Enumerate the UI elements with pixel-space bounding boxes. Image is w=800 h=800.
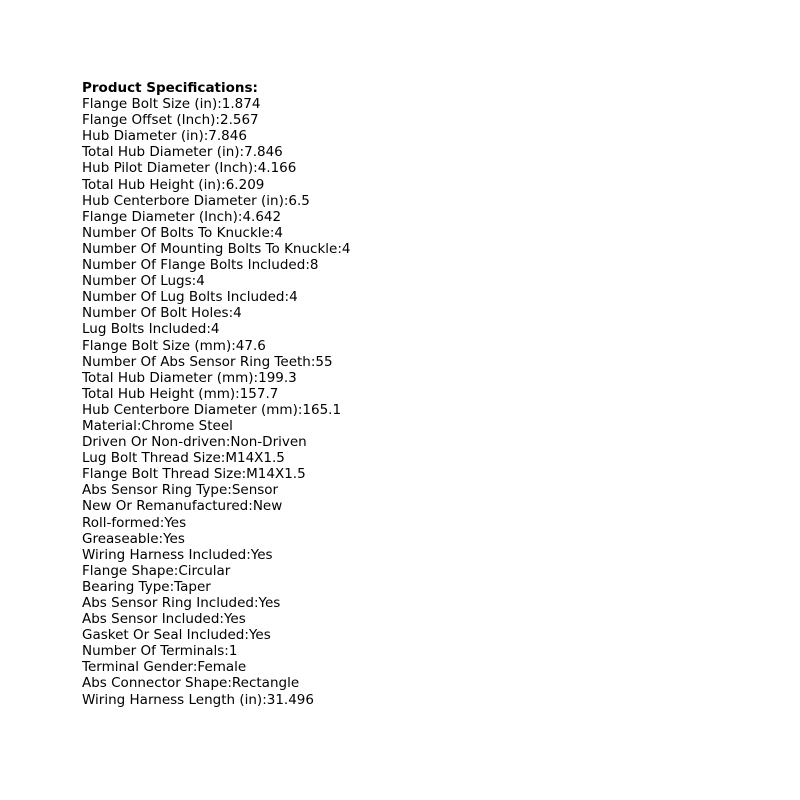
specification-separator: : bbox=[237, 208, 243, 225]
specification-label: Flange Offset (Inch) bbox=[82, 112, 216, 129]
specification-separator: : bbox=[244, 627, 249, 644]
specification-value: Yes bbox=[164, 514, 187, 531]
specification-row bbox=[82, 531, 742, 547]
specification-separator: : bbox=[253, 595, 259, 611]
specification-value: 8 bbox=[309, 257, 319, 274]
specification-label: Hub Centerbore Diameter (mm) bbox=[82, 401, 298, 418]
specification-row bbox=[82, 515, 742, 531]
specification-separator: : bbox=[239, 144, 245, 161]
specification-label: Wiring Harness Included bbox=[82, 546, 247, 563]
specification-value: Yes bbox=[258, 595, 281, 611]
specification-row bbox=[82, 257, 742, 273]
specification-label: Driven Or Non-driven bbox=[82, 434, 226, 451]
specification-row bbox=[82, 675, 742, 691]
specification-row bbox=[82, 611, 742, 627]
specification-row bbox=[82, 386, 742, 402]
product-specifications-section bbox=[82, 80, 742, 708]
specification-value: 47.6 bbox=[235, 337, 266, 354]
specification-value: 157.7 bbox=[239, 385, 279, 402]
specification-separator: : bbox=[158, 530, 164, 547]
specification-value: Chrome Steel bbox=[141, 417, 233, 434]
specification-label: Lug Bolts Included bbox=[82, 321, 207, 338]
specification-value: 199.3 bbox=[258, 369, 297, 386]
specification-separator: : bbox=[227, 482, 232, 499]
specification-value: 7.846 bbox=[208, 128, 247, 145]
specification-label: Bearing Type bbox=[82, 578, 170, 595]
specification-separator: : bbox=[269, 224, 275, 241]
specification-row bbox=[82, 579, 742, 595]
specification-label: Flange Bolt Thread Size bbox=[82, 466, 242, 483]
specification-value: 6.209 bbox=[225, 176, 265, 193]
specification-row bbox=[82, 128, 742, 144]
specification-row bbox=[82, 241, 742, 257]
specification-value: Rectangle bbox=[231, 675, 300, 692]
specification-row bbox=[82, 402, 742, 418]
specification-list bbox=[82, 96, 742, 708]
specification-separator: : bbox=[225, 434, 231, 451]
specification-row bbox=[82, 289, 742, 305]
specification-row bbox=[82, 563, 742, 579]
specification-label: Number Of Bolt Holes bbox=[82, 305, 229, 322]
specification-value: Non-Driven bbox=[230, 434, 307, 451]
specification-separator: : bbox=[235, 385, 240, 402]
specification-row bbox=[82, 177, 742, 193]
specification-row bbox=[82, 160, 742, 176]
specification-separator: : bbox=[297, 401, 303, 418]
specification-value: 1.874 bbox=[221, 96, 261, 113]
specification-label: Abs Sensor Ring Included bbox=[82, 595, 254, 611]
specification-value: 1 bbox=[228, 643, 238, 660]
specification-row bbox=[82, 692, 742, 708]
specification-value: 55 bbox=[315, 353, 333, 370]
specification-separator: : bbox=[220, 450, 226, 467]
specification-value: 4 bbox=[289, 289, 298, 306]
specification-value: 4.642 bbox=[242, 208, 282, 225]
specification-row bbox=[82, 659, 742, 675]
specification-separator: : bbox=[246, 546, 251, 563]
specification-value: 4 bbox=[210, 321, 220, 338]
specification-label: Flange Bolt Size (in) bbox=[82, 96, 218, 113]
specification-label: Number Of Lugs bbox=[82, 273, 192, 290]
specification-label: Number Of Bolts To Knuckle bbox=[82, 224, 270, 241]
specification-row bbox=[82, 498, 742, 514]
specification-row bbox=[82, 482, 742, 498]
specification-separator: : bbox=[241, 466, 247, 483]
specification-separator: : bbox=[262, 691, 267, 708]
specification-row bbox=[82, 370, 742, 386]
specification-separator: : bbox=[215, 112, 220, 129]
specification-label: Hub Diameter (in) bbox=[82, 128, 204, 145]
specification-value: Yes bbox=[250, 546, 273, 563]
specification-label: Flange Diameter (Inch) bbox=[82, 208, 238, 225]
specification-separator: : bbox=[253, 369, 259, 386]
specification-value: Yes bbox=[223, 611, 246, 628]
specification-separator: : bbox=[206, 321, 211, 338]
specification-value: Taper bbox=[174, 578, 211, 595]
specification-separator: : bbox=[228, 305, 234, 322]
specification-label: New Or Remanufactured bbox=[82, 498, 249, 515]
specification-separator: : bbox=[284, 289, 290, 306]
specification-label: Terminal Gender bbox=[82, 659, 193, 676]
specification-row bbox=[82, 209, 742, 225]
specification-value: M14X1.5 bbox=[225, 450, 285, 467]
specification-separator: : bbox=[337, 240, 342, 257]
specification-separator: : bbox=[283, 192, 289, 209]
specification-row bbox=[82, 193, 742, 209]
specification-separator: : bbox=[310, 353, 316, 370]
specification-value: 4 bbox=[274, 224, 284, 241]
specification-separator: : bbox=[159, 514, 165, 531]
specification-row bbox=[82, 547, 742, 563]
specification-row bbox=[82, 225, 742, 241]
specification-separator: : bbox=[217, 96, 222, 113]
specification-row bbox=[82, 96, 742, 112]
specification-value: Yes bbox=[248, 627, 271, 644]
specification-value: 2.567 bbox=[219, 112, 259, 129]
specification-row bbox=[82, 354, 742, 370]
specification-label: Abs Sensor Ring Type bbox=[82, 482, 228, 499]
specification-separator: : bbox=[173, 562, 179, 579]
specification-label: Gasket Or Seal Included bbox=[82, 627, 245, 644]
specification-value: Female bbox=[197, 659, 247, 676]
specification-row bbox=[82, 144, 742, 160]
specification-row bbox=[82, 418, 742, 434]
specification-value: 4 bbox=[196, 273, 205, 290]
specification-separator: : bbox=[248, 498, 253, 515]
specification-label: Abs Sensor Included bbox=[82, 611, 220, 628]
specification-label: Greaseable bbox=[82, 530, 159, 547]
specification-separator: : bbox=[219, 611, 224, 628]
specification-value: 4.166 bbox=[257, 160, 297, 177]
specification-row bbox=[82, 305, 742, 321]
specification-separator: : bbox=[224, 643, 229, 660]
specification-separator: : bbox=[227, 675, 232, 692]
specification-separator: : bbox=[221, 176, 226, 193]
specification-separator: : bbox=[136, 417, 142, 434]
specification-separator: : bbox=[305, 257, 310, 274]
specification-row bbox=[82, 466, 742, 482]
specification-label: Number Of Terminals bbox=[82, 643, 225, 660]
specification-label: Number Of Flange Bolts Included bbox=[82, 257, 306, 274]
specification-label: Wiring Harness Length (in) bbox=[82, 691, 263, 708]
specification-value: New bbox=[252, 498, 283, 515]
specification-label: Flange Shape bbox=[82, 562, 174, 579]
specification-separator: : bbox=[169, 578, 175, 595]
specification-row bbox=[82, 321, 742, 337]
specification-row bbox=[82, 338, 742, 354]
specification-value: Circular bbox=[178, 562, 231, 579]
specification-value: Yes bbox=[163, 530, 185, 547]
specification-value: Sensor bbox=[231, 482, 279, 499]
specification-value: 7.846 bbox=[244, 144, 283, 161]
specification-value: 6.5 bbox=[288, 192, 310, 209]
specification-label: Total Hub Height (mm) bbox=[82, 385, 236, 402]
specification-label: Number Of Mounting Bolts To Knuckle bbox=[82, 240, 338, 257]
specification-label: Number Of Abs Sensor Ring Teeth bbox=[82, 353, 311, 370]
specification-label: Total Hub Diameter (in) bbox=[82, 144, 240, 161]
specification-label: Lug Bolt Thread Size bbox=[82, 450, 221, 467]
specification-separator: : bbox=[231, 337, 236, 354]
specification-row bbox=[82, 434, 742, 450]
specification-row bbox=[82, 643, 742, 659]
specification-separator: : bbox=[192, 659, 198, 676]
specification-separator: : bbox=[253, 160, 258, 177]
specification-label: Flange Bolt Size (mm) bbox=[82, 337, 232, 354]
specification-label: Total Hub Diameter (mm) bbox=[82, 369, 254, 386]
specification-label: Number Of Lug Bolts Included bbox=[82, 289, 285, 306]
specification-label: Abs Connector Shape bbox=[82, 675, 228, 692]
specification-row bbox=[82, 450, 742, 466]
specification-row bbox=[82, 627, 742, 643]
specification-row bbox=[82, 595, 742, 611]
specification-value: 165.1 bbox=[302, 401, 342, 418]
page-title: Product Specifications: bbox=[82, 80, 258, 96]
specification-value: 4 bbox=[341, 240, 351, 257]
specification-value: M14X1.5 bbox=[246, 466, 306, 483]
specification-value: 31.496 bbox=[266, 691, 314, 708]
specification-separator: : bbox=[203, 128, 209, 145]
specification-label: Material bbox=[82, 417, 137, 434]
specification-label: Hub Pilot Diameter (Inch) bbox=[82, 160, 254, 177]
specification-value: 4 bbox=[233, 305, 242, 322]
specification-row bbox=[82, 273, 742, 289]
specification-label: Hub Centerbore Diameter (in) bbox=[82, 192, 284, 209]
specification-row bbox=[82, 112, 742, 128]
specification-separator: : bbox=[191, 273, 197, 290]
specification-label: Total Hub Height (in) bbox=[82, 176, 222, 193]
specification-label: Roll-formed bbox=[82, 514, 160, 531]
